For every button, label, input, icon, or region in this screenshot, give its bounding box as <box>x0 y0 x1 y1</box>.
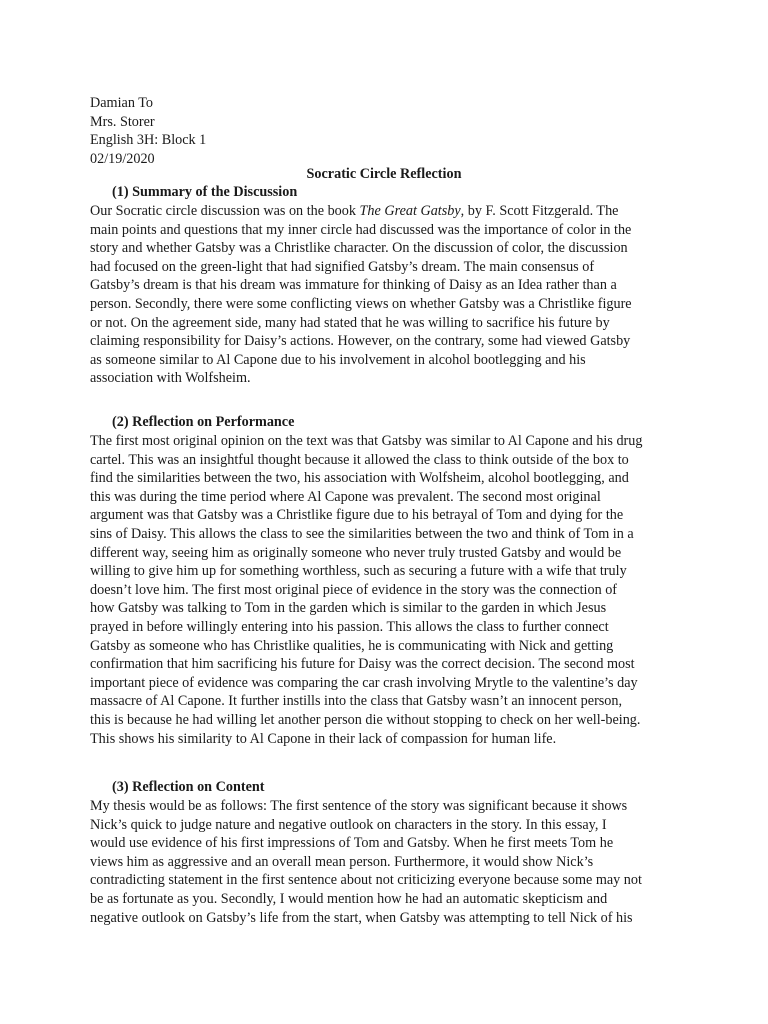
paragraph-line: be as fortunate as you. Secondly, I would mention how he had an automatic skepticism and <box>90 890 608 907</box>
paragraph-line: story and whether Gatsby was a Christlike character. On the discussion of color, the discussion <box>90 240 628 257</box>
paragraph-line: main points and questions that my inner circle had discussed was the importance of color in the <box>90 221 632 238</box>
paragraph-line: this was during the time period where Al Capone was prevalent. The second most original <box>90 488 601 505</box>
section-heading-content: (3) Reflection on Content <box>112 779 265 795</box>
paragraph-line: person. Secondly, there were some conflicting views on whether Gatsby was a Christlike figure <box>90 295 632 312</box>
book-title: The Great Gatsby <box>359 203 461 219</box>
paragraph-line: Our Socratic circle discussion was on the book The Great Gatsby, by F. Scott Fitzgerald. The <box>90 203 619 219</box>
teacher-name: Mrs. Storer <box>90 113 155 130</box>
paragraph-line: Gatsby’s dream is that his dream was immature for thinking of Daisy as an Idea rather than a <box>90 277 617 294</box>
paragraph-line: find the similarities between the two, his association with Wolfsheim, alcohol bootlegging, and <box>90 470 629 487</box>
paragraph-line: willing to give him up for something worthless, such as securing a future with a wife that truly <box>90 563 627 580</box>
paragraph-line: views him as aggressive and an overall mean person. Furthermore, it would show Nick’s <box>90 853 594 870</box>
paragraph-line: association with Wolfsheim. <box>90 370 251 387</box>
section-heading-summary: (1) Summary of the Discussion <box>112 184 298 200</box>
paragraph-line: as someone similar to Al Capone due to his involvement in alcohol bootlegging and his <box>90 351 586 368</box>
course-block: English 3H: Block 1 <box>90 132 207 149</box>
paragraph-line: My thesis would be as follows: The first sentence of the story was significant because it shows <box>90 798 628 814</box>
paragraph-line: massacre of Al Capone. It further instills into the class that Gatsby wasn’t an innocent person, <box>90 693 623 710</box>
paragraph-line: cartel. This was an insightful thought because it allowed the class to think outside of the box to <box>90 451 629 468</box>
paragraph-line: doesn’t love him. The first most original piece of evidence in the story was the connection of <box>90 581 618 598</box>
paragraph-line: prayed in before willingly entering into his passion. This allows the class to further connect <box>90 618 609 635</box>
paragraph-line: different way, seeing him as originally someone who never truly trusted Gatsby and would be <box>90 544 622 561</box>
section-heading-performance: (2) Reflection on Performance <box>112 414 295 430</box>
paragraph-line: important piece of evidence was comparing the car crash involving Mrytle to the valentine’s day <box>90 674 638 691</box>
paragraph-line: Gatsby as someone who has Christlike qualities, he is communicating with Nick and getting <box>90 637 614 654</box>
paragraph-line: confirmation that him sacrificing his future for Daisy was the correct decision. The second most <box>90 656 635 673</box>
paragraph-line: how Gatsby was talking to Tom in the garden which is similar to the garden in which Jesus <box>90 600 607 617</box>
paragraph-line: negative outlook on Gatsby’s life from the start, when Gatsby was attempting to tell Nick of his <box>90 909 633 926</box>
header-block <box>90 94 206 168</box>
paragraph-line: or not. On the agreement side, many had stated that he was willing to sacrifice his future by <box>90 314 610 331</box>
paragraph-line: The first most original opinion on the text was that Gatsby was similar to Al Capone and his drug <box>90 433 643 449</box>
paragraph-line: This shows his similarity to Al Capone in their lack of compassion for human life. <box>90 730 557 747</box>
paragraph-line: Nick’s quick to judge nature and negative outlook on characters in the story. In this essay, I <box>90 816 607 833</box>
paragraph-line: sins of Daisy. This allows the class to see the similarities between the two and think of Tom in a <box>90 525 634 542</box>
paragraph-line: this is because he had willing let another person die without stopping to check on her well-being. <box>90 711 641 728</box>
paragraph-content <box>90 797 670 927</box>
paragraph-line: argument was that Gatsby was a Christlike figure due to his betrayal of Tom and dying for the <box>90 507 624 524</box>
document-title: Socratic Circle Reflection <box>306 166 462 182</box>
paragraph-summary <box>90 202 670 388</box>
paragraph-line: claiming responsibility for Daisy’s actions. However, on the contrary, some had viewed Gatsby <box>90 333 631 350</box>
date: 02/19/2020 <box>90 150 155 167</box>
paragraph-line: had focused on the green-light that had signified Gatsby’s dream. The main consensus of <box>90 258 595 275</box>
student-name: Damian To <box>90 95 153 111</box>
paragraph-line: contradicting statement in the first sentence about not criticizing everyone because some may not <box>90 872 642 889</box>
paragraph-performance <box>90 432 670 748</box>
paragraph-line: would use evidence of his first impressions of Tom and Gatsby. When he first meets Tom he <box>90 835 614 852</box>
